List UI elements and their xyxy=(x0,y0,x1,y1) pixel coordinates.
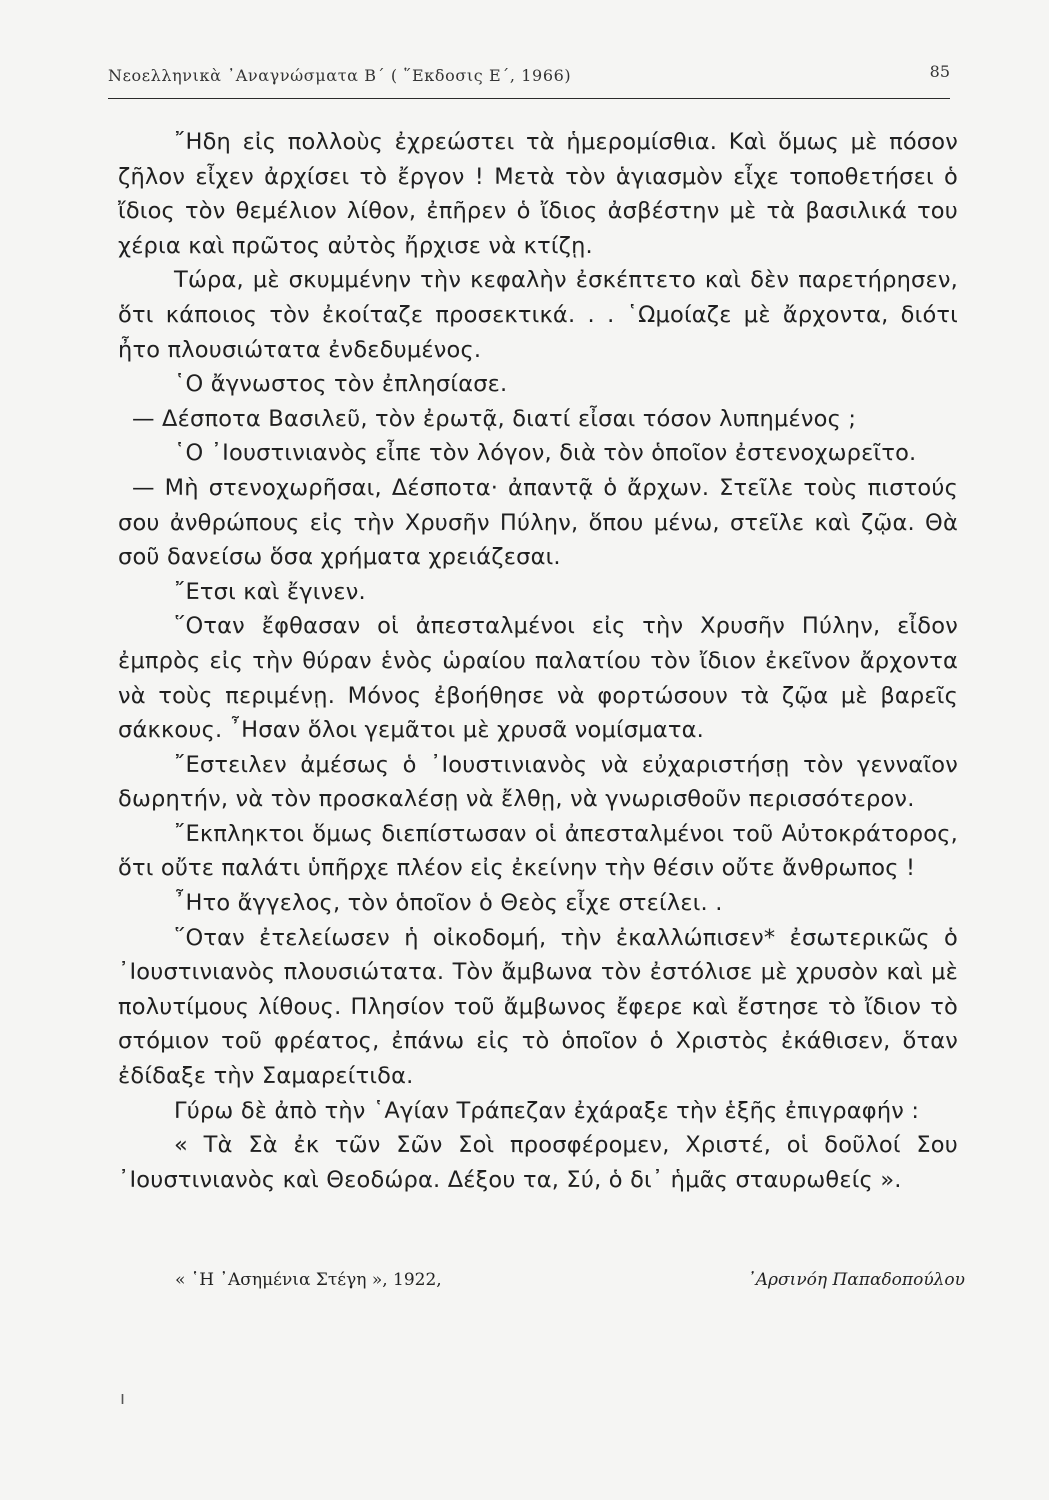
page-header xyxy=(108,62,950,99)
stray-mark: ı xyxy=(120,1388,126,1409)
source-citation: « ῾Η ᾿Ασημένια Στέγη », 1922, xyxy=(175,1270,442,1290)
paragraph: ῎Εστειλεν ἀμέσως ὁ ᾿Ιουστινιανὸς νὰ εὐχαριστήσῃ τὸν γενναῖον δωρητήν, νὰ τὸν προσκαλέσῃ νὰ ἔλθῃ, νὰ γνωρισθοῦν περισσότερον. xyxy=(118,751,958,813)
paragraph: Γύρω δὲ ἀπὸ τὴν ῾Αγίαν Τράπεζαν ἐχάραξε τὴν ἑξῆς ἐπιγραφήν : xyxy=(174,1097,920,1124)
dialogue-line: — Δέσποτα Βασιλεῦ, τὸν ἐρωτᾷ, διατί εἶσαι τόσον λυπημένος ; xyxy=(132,405,857,432)
inscription-quote: « Τὰ Σὰ ἐκ τῶν Σῶν Σοὶ προσφέρομεν, Χριστέ, οἱ δοῦλοί Σου ᾿Ιουστινιανὸς καὶ Θεοδώρα. Δέξου τα, Σύ, ὁ δι᾿ ἡμᾶς σταυρωθείς ». xyxy=(118,1132,958,1193)
paragraph: ῎Ετσι καὶ ἔγινεν. xyxy=(174,578,366,605)
paragraph: ῞Οταν ἐτελείωσεν ἡ οἰκοδομή, τὴν ἐκαλλώπισεν* ἐσωτερικῶς ὁ ᾿Ιουστινιανὸς πλουσιώτατα. Τὸν ἄμβωνα τὸν ἐστόλισε μὲ χρυσὸν καὶ μὲ πολυτίμους λίθους. Πλησίον τοῦ ἄμβωνος ἔφερε καὶ ἔστησε τὸ ἴδιον τὸ στόμιον τοῦ φρέατος, ἐπάνω εἰς τὸ ὁποῖον ὁ Χριστὸς ἐκάθισεν, ὅταν ἐδίδαξε τὴν Σαμαρείτιδα. xyxy=(118,924,958,1090)
paragraph: ῞Οταν ἔφθασαν οἱ ἀπεσταλμένοι εἰς τὴν Χρυσῆν Πύλην, εἶδον ἐμπρὸς εἰς τὴν θύραν ἑνὸς ὡραίου παλατίου τὸν ἴδιον ἐκεῖνον ἄρχοντα νὰ τοὺς περιμένῃ. Μόνος ἐβοήθησε νὰ φορτώσουν τὰ ζῷα μὲ βαρεῖς σάκκους. ῏Ησαν ὅλοι γεμᾶτοι μὲ χρυσᾶ νομίσματα. xyxy=(118,613,958,744)
dialogue-line: — Μὴ στενοχωρῆσαι, Δέσποτα· ἀπαντᾷ ὁ ἄρχων. Στεῖλε τοὺς πιστούς σου ἀνθρώπους εἰς τὴν Χρυσῆν Πύλην, ὅπου μένω, στεῖλε καὶ ζῷα. Θὰ σοῦ δανείσω ὅσα χρήματα χρειάζεσαι. xyxy=(118,474,958,571)
paragraph: ῎Ηδη εἰς πολλοὺς ἐχρεώστει τὰ ἡμερομίσθια. Καὶ ὅμως μὲ πόσον ζῆλον εἶχεν ἀρχίσει τὸ ἔργον ! Μετὰ τὸν ἁγιασμὸν εἶχε τοποθετήσει ὁ ἴδιος τὸν θεμέλιον λίθον, ἐπῆρεν ὁ ἴδιος ἀσβέστην μὲ τὰ βασιλικά του χέρια καὶ πρῶτος αὐτὸς ἤρχισε νὰ κτίζῃ. xyxy=(118,129,958,259)
paragraph: ῏Ητο ἄγγελος, τὸν ὁποῖον ὁ Θεὸς εἶχε στείλει. . xyxy=(174,890,723,917)
paragraph: ῾Ο ᾿Ιουστινιανὸς εἶπε τὸν λόγον, διὰ τὸν ὁποῖον ἐστενοχωρεῖτο. xyxy=(174,440,917,467)
page-number: 85 xyxy=(929,62,950,81)
paragraph: Τώρα, μὲ σκυμμένην τὴν κεφαλὴν ἐσκέπτετο καὶ δὲν παρετήρησεν, ὅτι κάποιος τὸν ἐκοίταζε προσεκτικά. . . ῾Ωμοίαζε μὲ ἄρχοντα, διότι ἦτο πλουσιώτατα ἐνδεδυμένος. xyxy=(118,267,958,363)
running-head: Νεοελληνικὰ ᾿Αναγνώσματα Β΄ ( ῞Εκδοσις Ε΄, 1966) xyxy=(108,66,572,85)
paragraph: ῎Εκπληκτοι ὅμως διεπίστωσαν οἱ ἀπεσταλμένοι τοῦ Αὐτοκράτορος, ὅτι οὔτε παλάτι ὑπῆρχε πλέον εἰς ἐκείνην τὴν θέσιν οὔτε ἄνθρωπος ! xyxy=(118,820,958,882)
attribution xyxy=(175,1270,965,1298)
paragraph: ῾Ο ἄγνωστος τὸν ἐπλησίασε. xyxy=(174,371,508,398)
main-text xyxy=(118,125,958,1197)
author-name: ᾿Αρσινόη Παπαδοπούλου xyxy=(747,1270,965,1290)
